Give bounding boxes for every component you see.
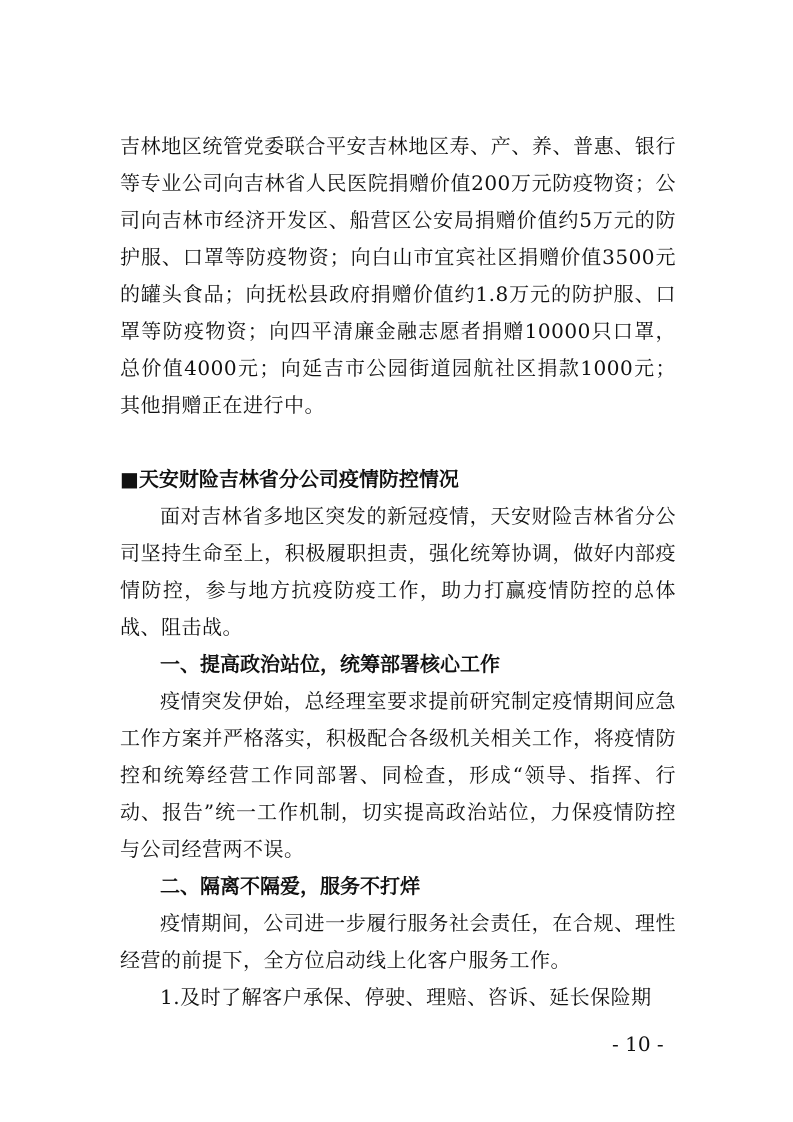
subheading-service: 二、隔离不隔爱，服务不打烊 bbox=[160, 874, 420, 898]
section-intro-paragraph: 面对吉林省多地区突发的新冠疫情，天安财险吉林省分公司坚持生命至上，积极履职担责，强化统筹协调，做好内部疫情防控，参与地方抗疫防疫工作，助力打赢疫情防控的总体战、阻击战。 bbox=[120, 504, 676, 639]
subheading-political-position: 一、提高政治站位，统筹部署核心工作 bbox=[160, 652, 500, 676]
section-heading: ■天安财险吉林省分公司疫情防控情况 bbox=[120, 467, 459, 491]
political-position-paragraph: 疫情突发伊始，总经理室要求提前研究制定疫情期间应急工作方案并严格落实，积极配合各级机关相关工作，将疫情防控和统筹经营工作同部署、同检查，形成“领导、指挥、行动、报告”统一工作机制，切实提高政治站位，力保疫情防控与公司经营两不误。 bbox=[120, 689, 676, 861]
page-body bbox=[120, 128, 676, 1016]
service-paragraph: 疫情期间，公司进一步履行服务社会责任，在合规、理性经营的前提下，全方位启动线上化客户服务工作。 bbox=[120, 911, 676, 972]
list-item-customer-service: 1.及时了解客户承保、停驶、理赔、咨诉、延长保险期 bbox=[160, 985, 652, 1009]
page-number: - 10 - bbox=[612, 1032, 664, 1056]
donation-paragraph: 吉林地区统管党委联合平安吉林地区寿、产、养、普惠、银行等专业公司向吉林省人民医院捐赠价值200万元防疫物资；公司向吉林市经济开发区、船营区公安局捐赠价值约5万元的防护服、口罩等防疫物资；向白山市宜宾社区捐赠价值3500元的罐头食品；向抚松县政府捐赠价值约1.8万元的防护服、口罩等防疫物资；向四平清廉金融志愿者捐赠10000只口罩，总价值4000元；向延吉市公园街道园航社区捐款1000元；其他捐赠正在进行中。 bbox=[120, 134, 676, 417]
